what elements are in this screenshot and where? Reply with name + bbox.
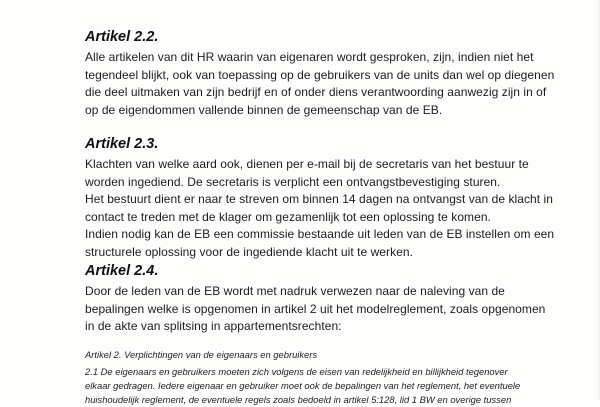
text-line: Indien nodig kan de EB een commissie bestaande uit leden van de EB instellen om een [85,227,555,242]
text-line: Door de leden van de EB wordt met nadruk verwezen naar de naleving van de [85,284,505,298]
text-line: op de eigendommen vallende binnen de gemeenschap van de EB. [85,102,443,117]
text-line: in de akte van splitsing in appartementsrechten: [85,319,342,334]
article-body [85,283,585,336]
article-heading: Artikel 2.4. [85,263,159,279]
article-body [85,156,585,262]
quote-body [85,348,595,407]
article-2-4 [85,263,585,336]
text-line: Klachten van welke aard ook, dienen per e-mail bij de secretaris van het bestuur te [85,157,529,171]
article-2-3 [85,136,585,262]
quote-line: huishoudelijk reglement, de eventuele regels zoals bedoeld in artikel 5:128, lid 1 BW en overige tussen [85,394,512,405]
text-line: worden ingediend. De secretaris is verplicht een ontvangstbevestiging sturen. [85,174,501,189]
text-line: contact te treden met de klager om gezamenlijk tot een oplossing te komen. [85,209,491,224]
text-line: structurele oplossing voor de ingediende klacht uit te werken. [85,244,413,259]
quote-title: Artikel 2. Verplichtingen van de eigenaars en gebruikers [85,349,318,360]
quoted-regulation [85,348,595,407]
article-heading: Artikel 2.2. [85,29,159,45]
text-line: tegendeel blijkt, ook van toepassing op de gebruikers van de units dan wel op diegenen [85,67,555,82]
article-heading: Artikel 2.3. [85,136,159,152]
quote-line: elkaar gedragen. Iedere eigenaar en gebruiker moet ook de bepalingen van het reglement, het eventuele [85,380,521,391]
article-2-2 [85,29,585,119]
quote-line: 2.1 De eigenaars en gebruikers moeten zich volgens de eisen van redelijkheid en billijkheid tegenover [85,366,508,377]
article-body [85,49,585,119]
text-line: Het bestuurt dient er naar te streven om binnen 14 dagen na ontvangst van de klacht in [85,192,553,207]
text-line: bepalingen welke is opgenomen in artikel 2 uit het modelreglement, zoals opgenomen [85,301,546,316]
text-line: die deel uitmaken van zijn bedrijf en of onder diens verantwoording aanwezig zijn in of [85,85,547,100]
text-line: Alle artikelen van dit HR waarin van eigenaren wordt gesproken, zijn, indien niet het [85,50,534,64]
